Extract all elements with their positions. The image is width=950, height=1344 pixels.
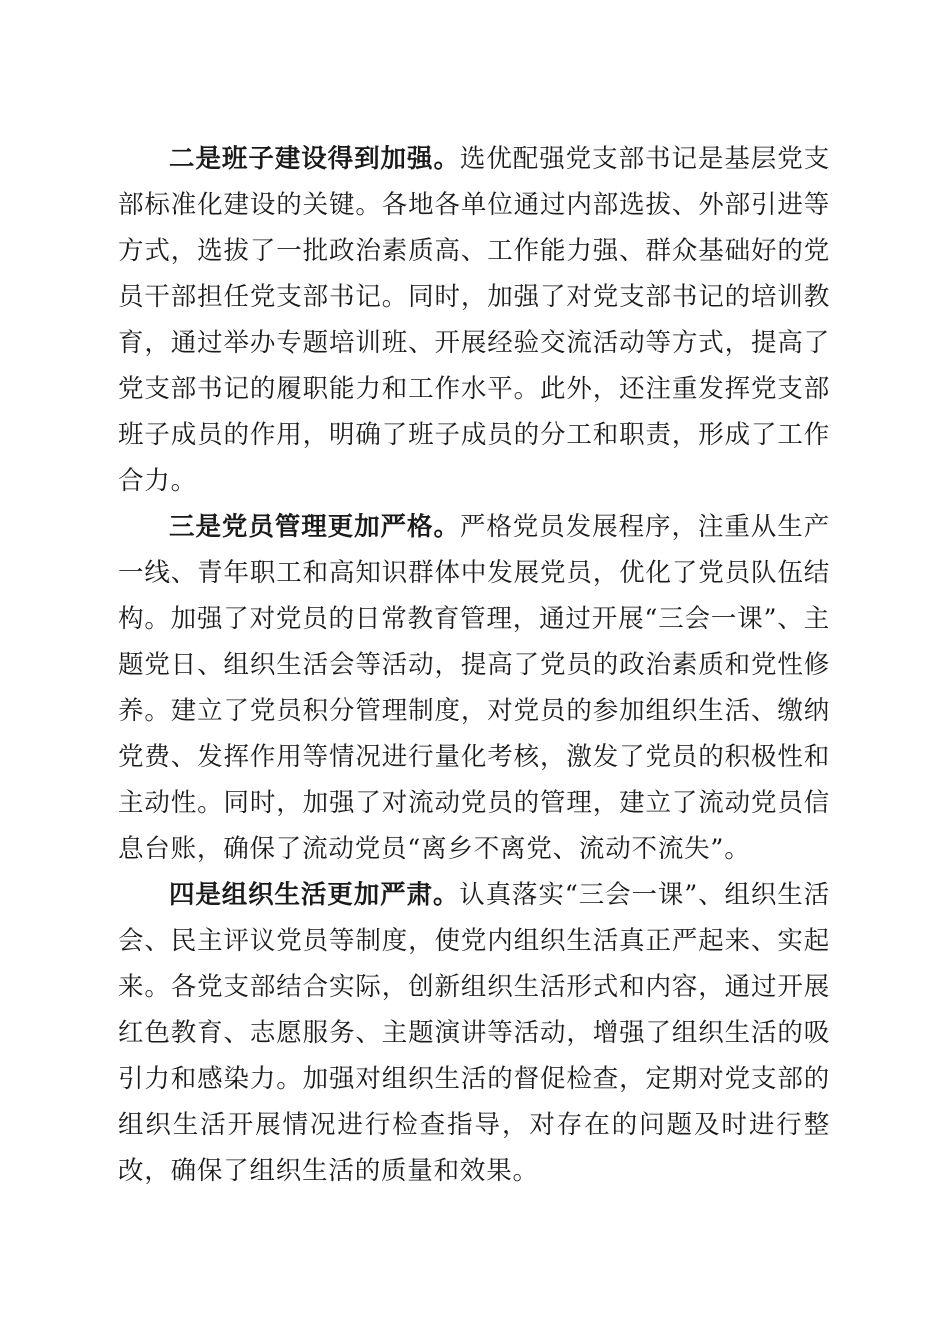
paragraph-text: 认真落实“三会一课”、组织生活会、民主评议党员等制度，使党内组织生活真正严起来、实起来。各党支部结合实际，创新组织生活形式和内容，通过开展红色教育、志愿服务、主题演讲等活动，增强了组织生活的吸引力和感染力。加强对组织生活的督促检查，定期对党支部的组织生活开展情况进行检查指导，对存在的问题及时进行整改，确保了组织生活的质量和效果。 xyxy=(118,880,830,1186)
paragraph-member-management xyxy=(118,504,830,872)
paragraph-text: 选优配强党支部书记是基层党支部标准化建设的关键。各地各单位通过内部选拔、外部引进等方式，选拔了一批政治素质高、工作能力强、群众基础好的党员干部担任党支部书记。同时，加强了对党支部书记的培训教育，通过举办专题培训班、开展经验交流活动等方式，提高了党支部书记的履职能力和工作水平。此外，还注重发挥党支部班子成员的作用，明确了班子成员的分工和职责，形成了工作合力。 xyxy=(118,144,830,496)
paragraph-text: 严格党员发展程序，注重从生产一线、青年职工和高知识群体中发展党员，优化了党员队伍结构。加强了对党员的日常教育管理，通过开展“三会一课”、主题党日、组织生活会等活动，提高了党员的政治素质和党性修养。建立了党员积分管理制度，对党员的参加组织生活、缴纳党费、发挥作用等情况进行量化考核，激发了党员的积极性和主动性。同时，加强了对流动党员的管理，建立了流动党员信息台账，确保了流动党员“离乡不离党、流动不流失”。 xyxy=(118,512,830,864)
paragraph-organization-life xyxy=(118,872,830,1194)
paragraph-lead: 四是组织生活更加严肃。 xyxy=(169,880,460,910)
paragraph-team-building xyxy=(118,136,830,504)
paragraph-lead: 三是党员管理更加严格。 xyxy=(169,512,460,542)
document-body xyxy=(118,136,830,1194)
paragraph-lead: 二是班子建设得到加强。 xyxy=(169,144,460,174)
